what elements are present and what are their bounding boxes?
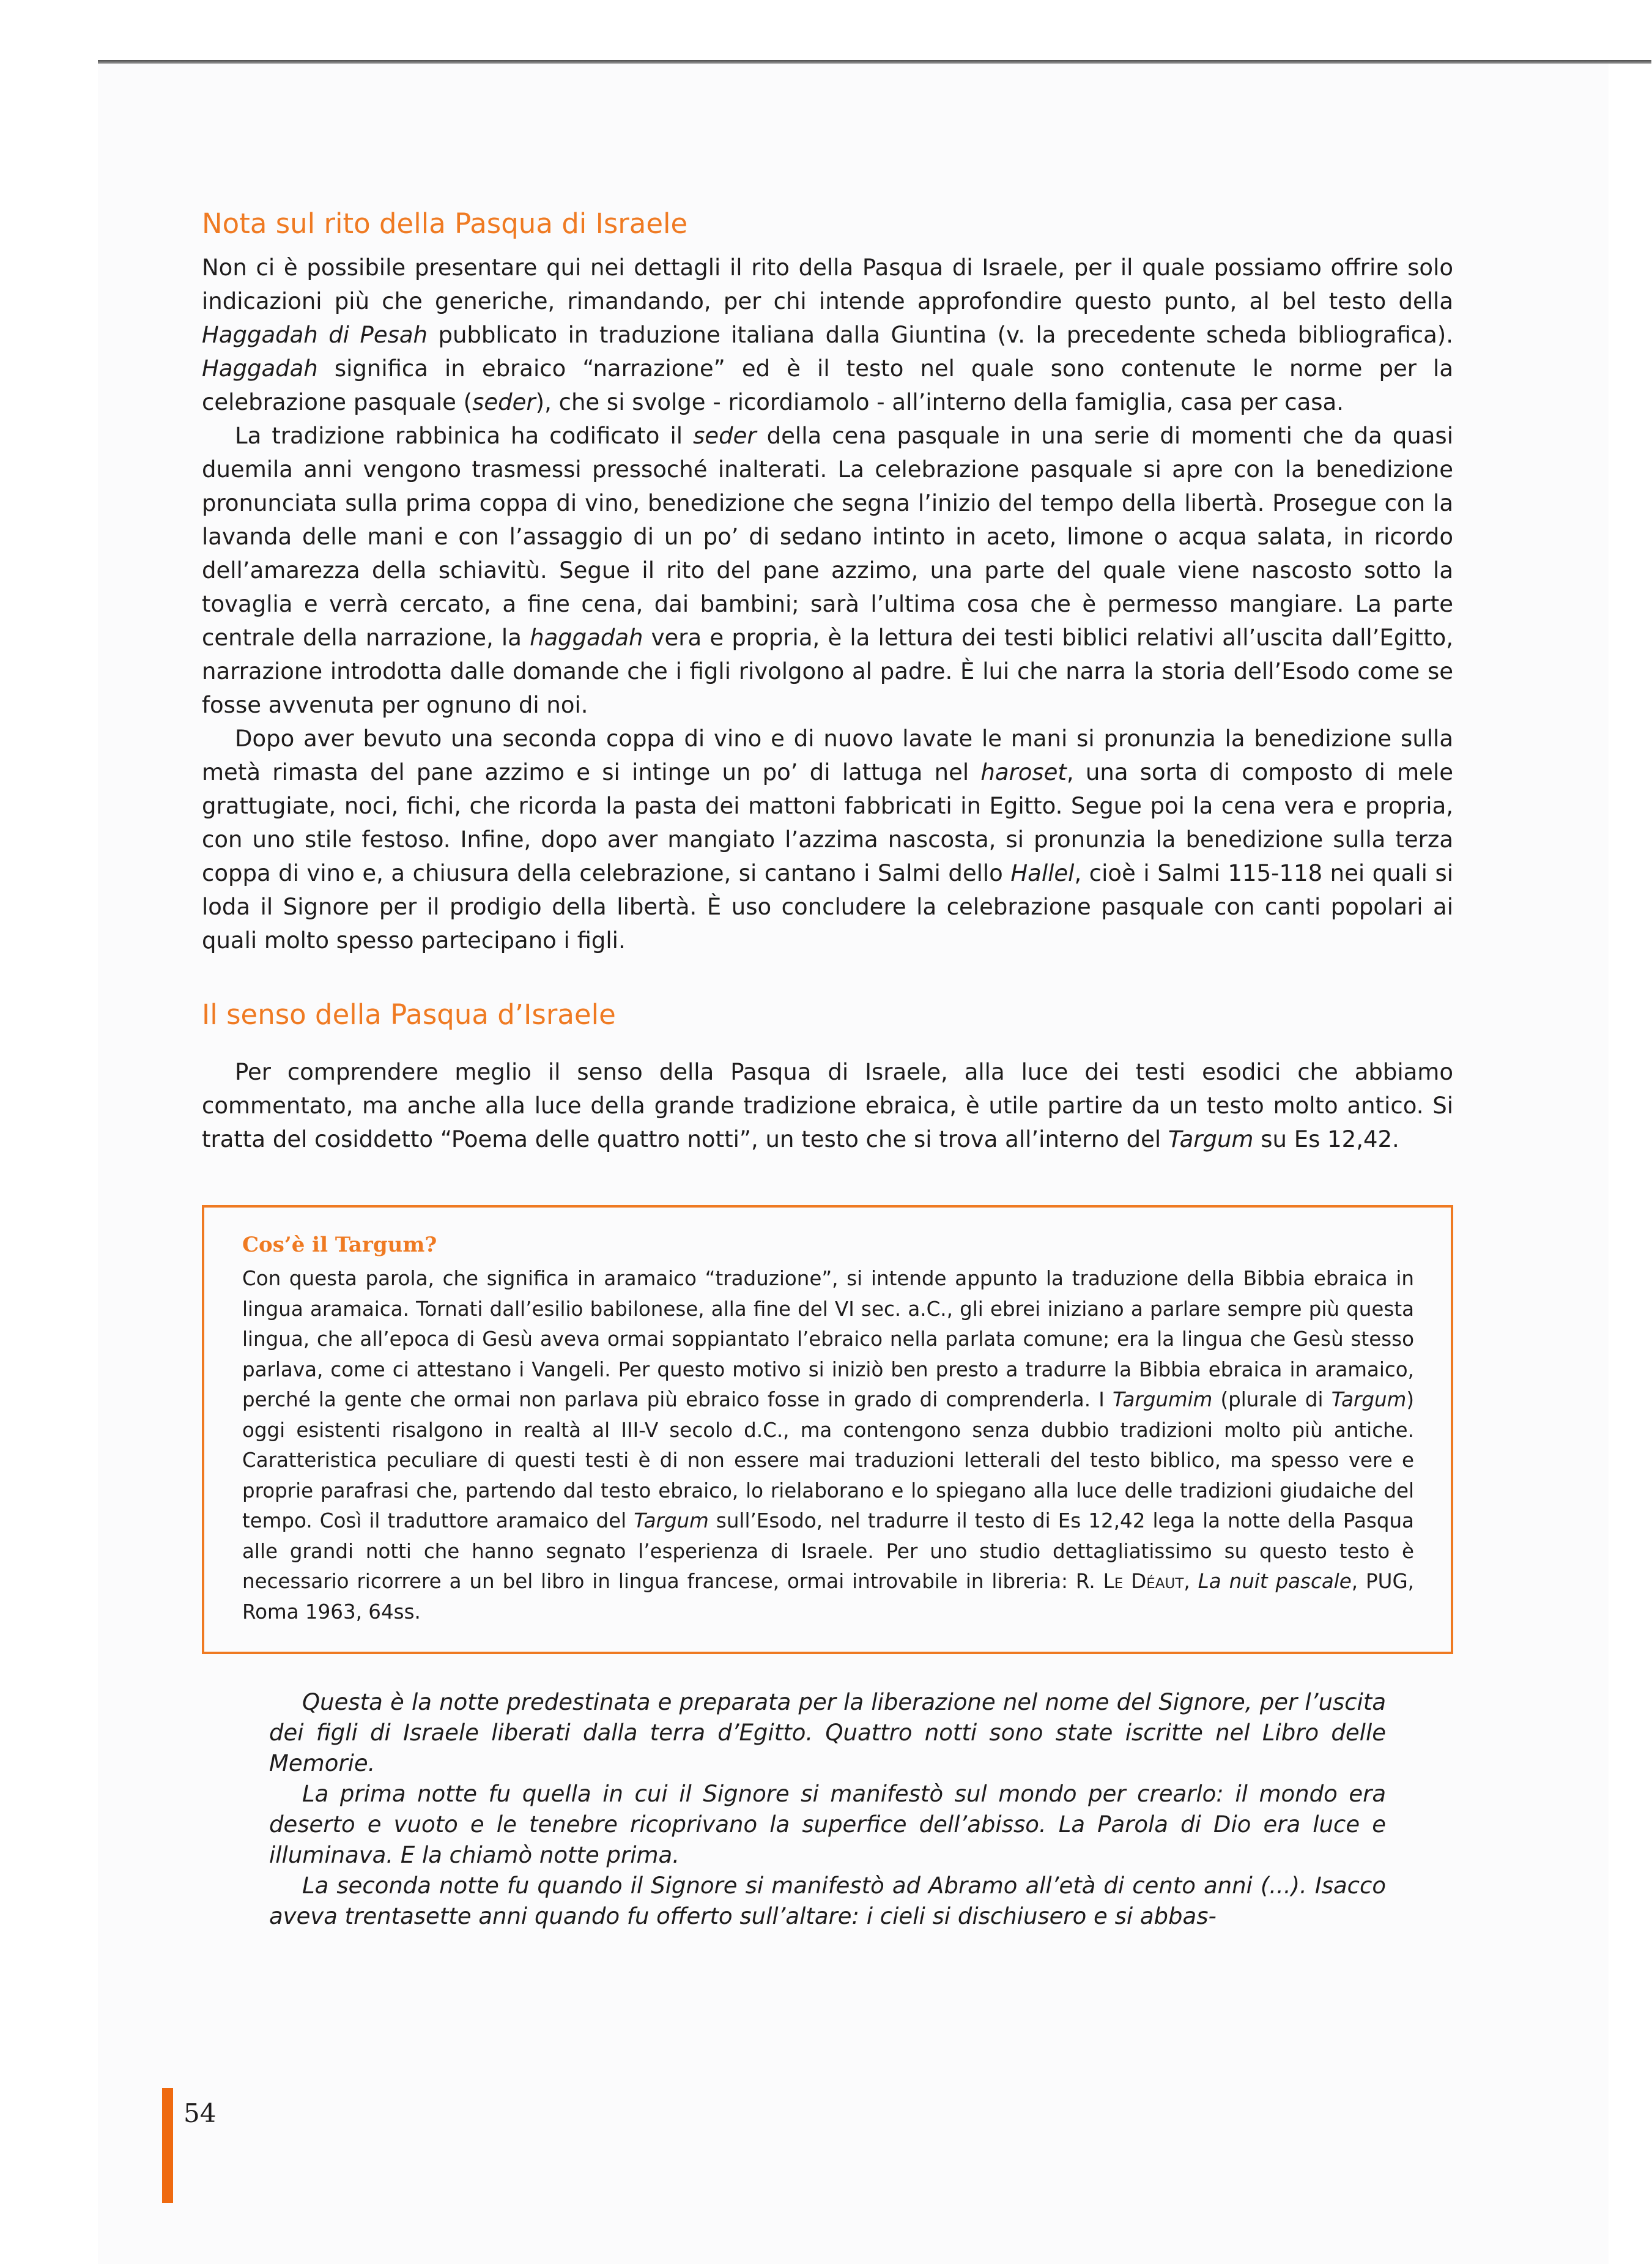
page-number: 54	[183, 2098, 217, 2128]
book-title: La nuit pascale	[1198, 1570, 1352, 1593]
targum-sidebar-box	[202, 1205, 1453, 1654]
author-name: Le Déaut	[1103, 1570, 1184, 1593]
paragraph-senso: Per comprendere meglio il senso della Pasqua di Israele, alla luce dei testi esodici che abbiamo commentato, ma anche alla luce della grande tradizione ebraica, è utile partire da un testo molto antico. Si tratta del cosiddetto “Poema delle quattro notti”, un testo che si trova all’interno del Targum su Es 12,42.	[202, 1059, 1453, 1152]
paragraph-seder: La tradizione rabbinica ha codificato il seder della cena pasquale in una serie di momenti che da quasi duemila anni vengono trasmessi pressoché inalterati. La celebrazione pasquale si apre con la benedizione pronunciata sulla prima coppa di vino, benedizione che segna l’inizio del tempo della libertà. Prosegue con la lavanda delle mani e con l’assaggio di un po’ di sedano intinto in aceto, limone o acqua salata, in ricordo dell’amarezza della schiavitù. Segue il rito del pane azzimo, una parte del quale viene nascosto sotto la tovaglia e verrà cercato, a fine cena, dai bambini; sarà l’ultima cosa che è permesso mangiare. La parte centrale della narrazione, la haggadah vera e propria, è la lettura dei testi biblici relativi all’uscita dall’Egitto, narrazione introdotta dalle domande che i figli rivolgono al padre. È lui che narra la storia dell’Esodo come se fosse avvenuta per ognuno di noi.	[202, 423, 1453, 718]
page-content	[202, 202, 1453, 1932]
quote-paragraph: Questa è la notte predestinata e preparata per la liberazione nel nome del Signore, per l’uscita dei figli di Israele liberati dalla terra d’Egitto. Quattro notti sono state iscritte nel Libro delle Memorie.	[269, 1689, 1386, 1776]
section-title-senso: Il senso della Pasqua d’Israele	[202, 998, 616, 1031]
box-text: Con questa parola, che significa in aramaico “traduzione”, si intende appunto la traduzione della Bibbia ebraica in lingua aramaica. Tornati dall’esilio babilonese, alla fine del VI sec. a.C., gli ebrei iniziano a parlare sempre più questa lingua, che all’epoca di Gesù aveva ormai soppiantato l’ebraico nella parlata comune; era la lingua che Gesù stesso parlava, come ci attestano i Vangeli. Per questo motivo si iniziò ben presto a tradurre la Bibbia ebraica in aramaico, perché la gente che ormai non parlava più ebraico fosse in grado di comprenderla. I Targumim (plurale di Targum) oggi esistenti risalgono in realtà al III-V secolo d.C., ma contengono senza dubbio tradizioni molto più antiche. Caratteristica peculiare di questi testi è di non essere mai traduzioni letterali del testo biblico, ma spesso vere e proprie parafrasi che, partendo dal testo ebraico, lo rielaborano e lo spiegano alla luce delle tradizioni giudaiche del tempo. Così il traduttore aramaico del Targum sull’Esodo, nel tradurre il testo di Es 12,42 lega la notte della Pasqua alle grandi notti che hanno segnato l’esperienza di Israele. Per uno studio dettagliatissimo su questo testo è necessario ricorrere a un bel libro in lingua francese, ormai introvabile in libreria: R. Le Déaut, La nuit pascale, PUG, Roma 1963, 64ss.	[242, 1267, 1414, 1624]
section-title-rito: Nota sul rito della Pasqua di Israele	[202, 207, 688, 240]
top-rule	[98, 60, 1651, 64]
paragraph-hallel: Dopo aver bevuto una seconda coppa di vino e di nuovo lavate le mani si pronunzia la benedizione sulla metà rimasta del pane azzimo e si intinge un po’ di lattuga nel haroset, una sorta di composto di mele grattugiate, noci, fichi, che ricorda la pasta dei mattoni fabbricati in Egitto. Segue poi la cena vera e propria, con uno stile festoso. Infine, dopo aver mangiato l’azzima nascosta, si pronunzia la benedizione sulla terza coppa di vino e, a chiusura della celebrazione, si cantano i Salmi dello Hallel, cioè i Salmi 115-118 nei quali si loda il Signore per il prodigio della libertà. È uso concludere la celebrazione pasquale con canti popolari ai quali molto spesso partecipano i figli.	[202, 726, 1453, 954]
paragraph-intro: Non ci è possibile presentare qui nei dettagli il rito della Pasqua di Israele, per il quale possiamo offrire solo indicazioni più che generiche, rimandando, per chi intende approfondire questo punto, al bel testo della Haggadah di Pesah pubblicato in traduzione italiana dalla Giuntina (v. la precedente scheda bibliografica). Haggadah significa in ebraico “narrazione” ed è il testo nel quale sono contenute le norme per la celebrazione pasquale (seder), che si svolge - ricordiamolo - all’interno della famiglia, casa per casa.	[202, 254, 1453, 415]
quote-paragraph: La seconda notte fu quando il Signore si manifestò ad Abramo all’età di cento anni (...). Isacco aveva trentasette anni quando fu offerto sull’altare: i cieli si dischiusero e si abbas-	[269, 1872, 1386, 1929]
quote-paragraph: La prima notte fu quella in cui il Signore si manifestò sul mondo per crearlo: il mondo era deserto e vuoto e le tenebre ricoprivano la superfice dell’abisso. La Parola di Dio era luce e illuminava. E la chiamò notte prima.	[269, 1781, 1386, 1868]
poema-quote	[269, 1687, 1386, 1932]
page-marker-bar	[162, 2088, 173, 2203]
box-title: Cos’è il Targum?	[242, 1233, 437, 1257]
